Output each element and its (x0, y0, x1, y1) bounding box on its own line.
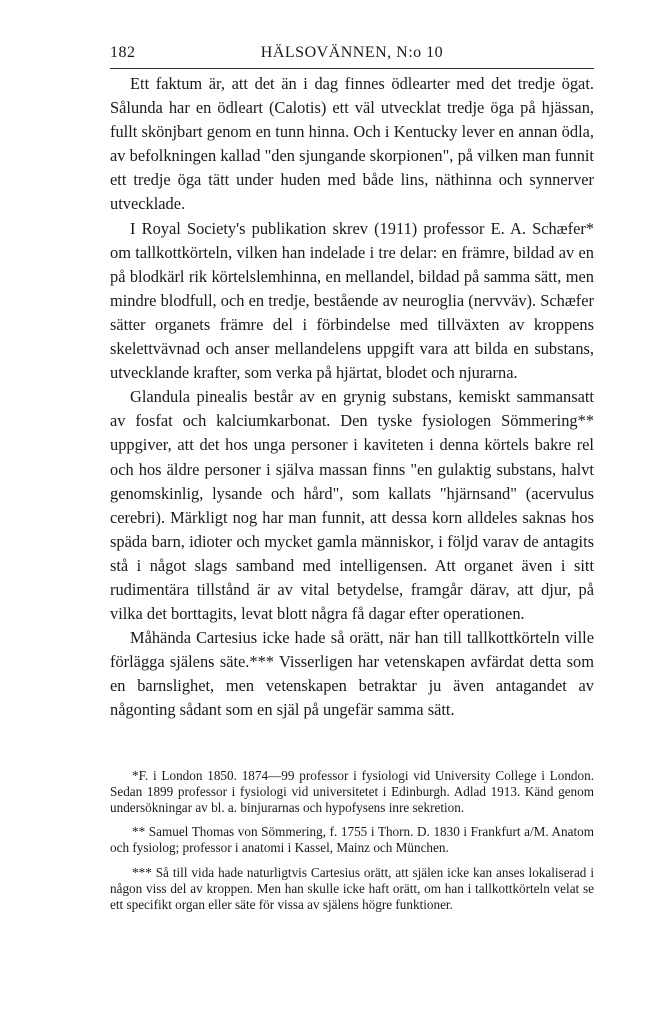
header-rule (110, 68, 594, 69)
body-text (110, 72, 594, 723)
footnote: *** Så till vida hade naturligtvis Cartesius orätt, att själen icke kan anses lokaliserad i någon viss del av kroppen. Men han skulle icke haft orätt, om han i tallkottkörteln velat se ett specifikt organ eller säte för vissa av själens högre funktioner. (110, 864, 594, 912)
paragraph: Glandula pinealis består av en grynig substans, kemiskt sammansatt av fosfat och kalciumkarbonat. Den tyske fysiologen Sömmering** uppgiver, att det hos unga personer i kaviteten i denna körtels bakre rel och hos äldre personer i själva massan finns "en gulaktig substans, halvt genomskinlig, lysande och hård", som kallats "hjärnsand" (acervulus cerebri). Märkligt nog har man funnit, att dessa korn alldeles saknas hos späda barn, idioter och mycket gamla människor, i följd varav de antagits stå i något slags samband med intelligensen. Att organet även i sitt rudimentära tillstånd är av vital betydelse, framgår därav, att djur, på vilka det borttagits, levat blott några få dagar efter operationen. (110, 387, 594, 624)
paragraph: I Royal Society's publikation skrev (1911) professor E. A. Schæfer* om tallkottkörteln, vilken han indelade i tre delar: en främre, bildad av en på blodkärl rik körtelslemhinna, en mellandel, bildad på samma sätt, men mindre blodfull, och en tredje, bestående av neuroglia (nervväv). Schæfer sätter organets främre del i förbindelse med tillväxten av kroppens skelettvävnad och anser mellandelens uppgift vara att bilda en substans, utvecklande krafter, som verka på hjärtat, blodet och njurarna. (110, 218, 594, 383)
footnotes (110, 768, 594, 921)
running-title: HÄLSOVÄNNEN, N:o 10 (260, 44, 444, 61)
footnote: *F. i London 1850. 1874—99 professor i fysiologi vid University College i London. Sedan 1899 professor i fysiologi vid universitetet i Edinburgh. Adlad 1913. Känd genom undersökningar av bl. a. binjurarnas och hypofysens inre sekretion. (110, 768, 594, 815)
paragraph: Måhända Cartesius icke hade så orätt, när han till tallkottkörteln ville förlägga själens säte.*** Visserligen har vetenskapen avfärdat detta som en barnslighet, men vetenskapen betraktar ju även antagandet av någonting sådant som en själ på ungefär samma sätt. (110, 628, 594, 720)
paragraph: Ett faktum är, att det än i dag finnes ödlearter med det tredje ögat. Sålunda har en ödleart (Calotis) ett väl utvecklat tredje öga på hjässan, fullt skönjbart genom en tunn hinna. Och i Kentucky lever en annan ödla, av befolkningen kallad "den sjungande skorpionen", på vilken man funnit ett tredje öga tätt under huden med både lins, näthinna och synnerver utvecklade. (110, 74, 594, 214)
footnote: ** Samuel Thomas von Sömmering, f. 1755 i Thorn. D. 1830 i Frankfurt a/M. Anatom och fysiolog; professor i anatomi i Kassel, Mainz och München. (110, 824, 594, 856)
page-number: 182 (110, 44, 136, 61)
running-header (110, 44, 594, 68)
